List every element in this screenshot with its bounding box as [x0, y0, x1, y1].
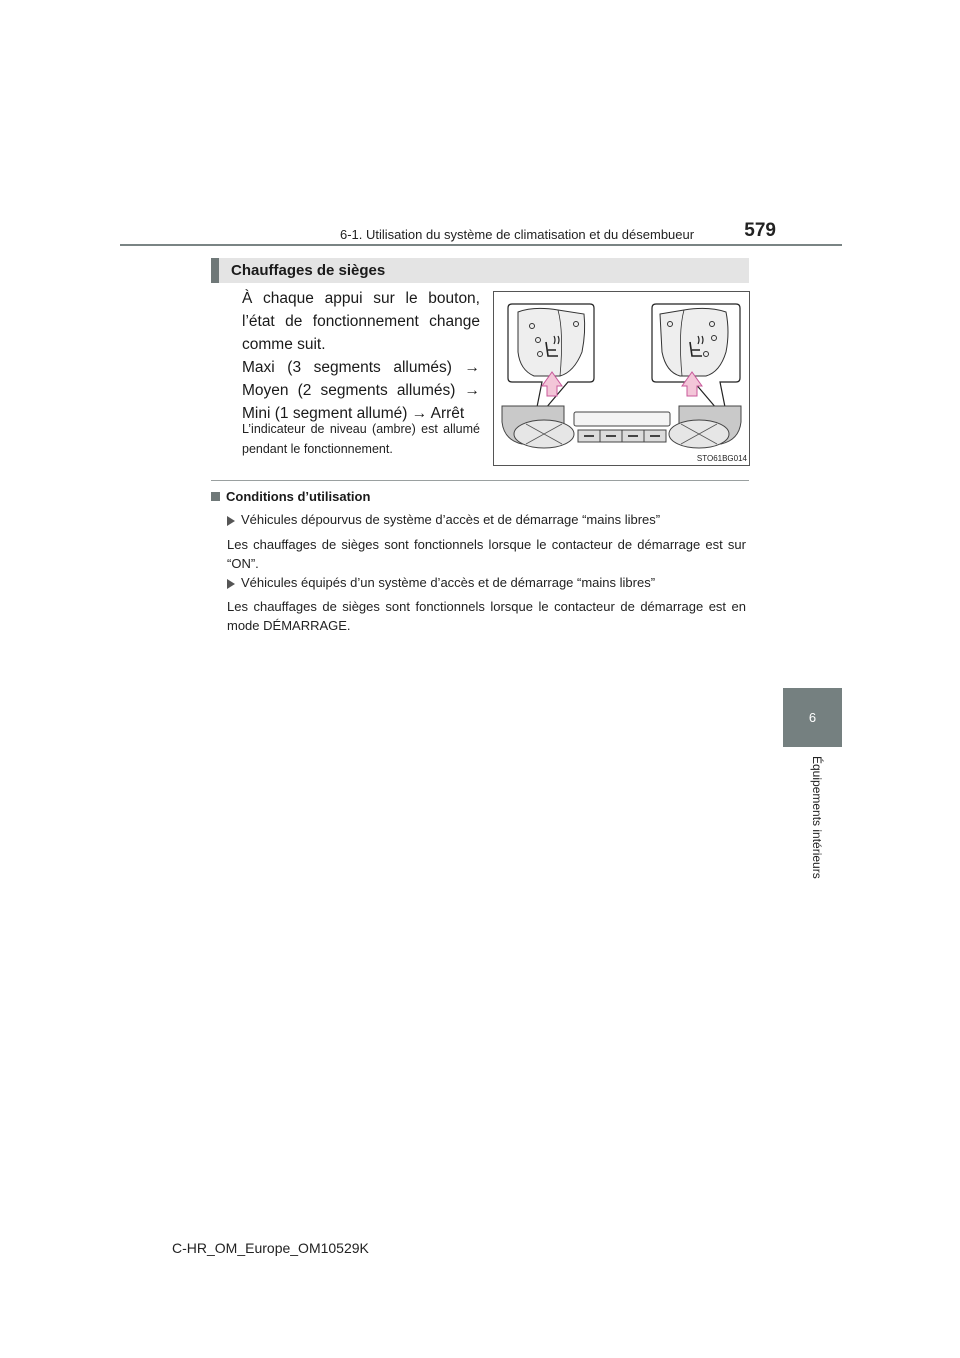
triangle-bullet-icon	[227, 516, 235, 526]
seat-heater-figure	[493, 291, 750, 466]
bullet-text: Véhicules équipés d’un système d’accès et de démarrage “mains libres”	[241, 575, 656, 590]
figure-code: STO61BG014	[696, 454, 747, 463]
section-title: Chauffages de sièges	[211, 258, 749, 283]
paragraph-start-mode: Les chauffages de sièges sont fonctionnels lorsque le contacteur de démarrage est en mode DÉMARRAGE.	[227, 599, 746, 633]
bullet-text: Véhicules dépourvus de système d’accès et de démarrage “mains libres”	[241, 512, 661, 527]
intro-paragraph: À chaque appui sur le bouton, l’état de fonctionnement change comme suit.	[242, 290, 480, 353]
bullet-no-smart-key	[227, 512, 660, 527]
paragraph-on-mode: Les chauffages de sièges sont fonctionnels lorsque le contacteur de démarrage est sur “ON”.	[227, 537, 746, 571]
console-illustration	[494, 292, 749, 465]
right-button-panel	[660, 308, 728, 376]
indicator-note: L’indicateur de niveau (ambre) est allumé pendant le fonctionnement.	[242, 422, 480, 456]
bullet-smart-key	[227, 575, 655, 590]
intro-text	[242, 287, 480, 425]
section-divider	[211, 480, 749, 481]
conditions-heading	[211, 489, 370, 504]
header-section-title: 6-1. Utilisation du système de climatisation et du désembueur	[340, 227, 695, 242]
chapter-number: 6	[808, 710, 817, 725]
chapter-label: Équipements intérieurs	[810, 756, 824, 879]
page-number: 579	[744, 220, 776, 241]
conditions-heading-text: Conditions d’utilisation	[226, 489, 371, 504]
left-button-panel	[518, 308, 585, 376]
square-bullet-icon	[211, 492, 220, 501]
center-console	[502, 406, 741, 448]
document-id: C-HR_OM_Europe_OM10529K	[172, 1240, 369, 1256]
level-sequence: Maxi (3 segments allumés) → Moyen (2 segments allumés) → Mini (1 segment allumé) → Arrêt	[242, 359, 480, 422]
chapter-tab	[783, 688, 842, 747]
triangle-bullet-icon	[227, 579, 235, 589]
header-divider	[120, 244, 842, 246]
